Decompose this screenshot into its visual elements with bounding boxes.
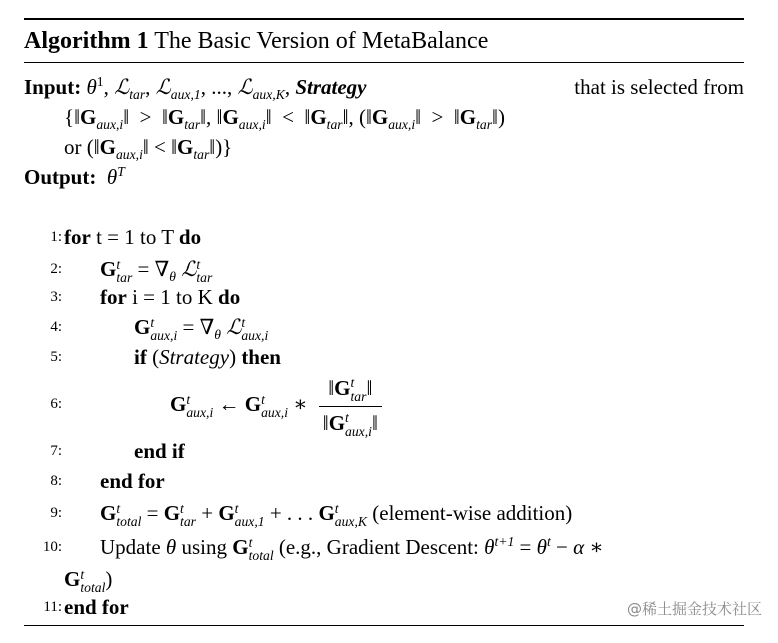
grad-tar-assign: G t tar = $\nabla_\theta$ ℒ t tar	[100, 256, 213, 286]
grad-aux-rescale: G t aux,i ← G t aux,i ∗ ‖G t tar ‖ ‖G t aux,i ‖	[170, 372, 382, 439]
input-label: Input:	[24, 75, 82, 99]
line-number: 8:	[50, 473, 62, 489]
algo-line-8	[24, 466, 744, 496]
rescale-fraction: ‖G t tar ‖ ‖G t aux,i ‖	[319, 374, 382, 439]
line-number: 5:	[50, 349, 62, 365]
keyword-for: for	[100, 285, 127, 309]
algo-line-3	[24, 282, 744, 312]
line-number: 7:	[50, 443, 62, 459]
bottom-rule	[24, 625, 744, 626]
strategy-options-line2: or ($‖G_{aux,i}‖$ < $‖G_{tar}‖$)}	[64, 135, 233, 163]
grad-total-sum: G t total = G t tar + G t aux,1 + . . . G t aux,K (element-wise addition)	[100, 500, 573, 530]
update-step-cont: G t total )	[64, 566, 113, 596]
keyword-do: do	[218, 285, 241, 309]
algo-line-2	[24, 254, 744, 284]
keyword-if: if	[134, 345, 147, 369]
update-word: Update	[100, 535, 161, 559]
loop-range-i: i = 1 to K	[132, 285, 213, 309]
keyword-for: for	[64, 225, 91, 249]
using-word: using	[181, 535, 227, 559]
selected-from-text: that is selected from	[574, 75, 744, 99]
line-number: 10:	[42, 539, 62, 555]
strategy-keyword: Strategy	[295, 75, 367, 99]
top-rule	[24, 18, 744, 20]
algorithm-label: Algorithm 1	[24, 28, 149, 54]
keyword-do: do	[178, 225, 202, 249]
algo-line-1	[24, 222, 744, 252]
gradient-descent-note: (e.g., Gradient Descent:	[278, 535, 479, 559]
elementwise-note: (element-wise addition)	[372, 501, 573, 525]
algo-line-10	[24, 532, 744, 562]
algo-line-5: 5: if (Strategy) then	[24, 342, 744, 372]
line-number: 3:	[50, 289, 62, 305]
line-number: 6:	[50, 396, 62, 412]
line-number: 2:	[50, 261, 62, 277]
update-step: Update θ using G t total (e.g., Gradient Descent: $\theta^{t+1} = \theta^t - \alpha$ ∗	[100, 534, 604, 564]
keyword-end-for: end for	[64, 595, 129, 619]
close-paren: )	[105, 567, 113, 591]
algo-line-7	[24, 436, 744, 466]
algo-line-9	[24, 498, 744, 528]
algo-line-4	[24, 312, 744, 342]
keyword-end-for: end for	[100, 469, 165, 493]
line-number: 9:	[50, 505, 62, 521]
header-rule	[24, 62, 744, 63]
input-block: Input: $\theta^1$, ℒ$_{tar}$, ℒ$_{aux,1}$, ..., ℒ$_{aux,K}$, Strategy that is selected from {$‖G_{aux,i}‖$ > $‖G_{tar}‖$, $‖G_{aux,i}‖$ < $‖G_{tar}‖$, ($‖G_{aux,i}‖$ > $‖G_{tar}‖$) or ($‖G_{aux,i}‖$ < $‖G_{tar}‖$)}	[24, 74, 744, 163]
strategy-options-line1: {$‖G_{aux,i}‖$ > $‖G_{tar}‖$, $‖G_{aux,i}‖$ < $‖G_{tar}‖$, ($‖G_{aux,i}‖$ > $‖G_{tar}‖$)	[64, 105, 505, 133]
grad-aux-assign: G t aux,i = $\nabla_\theta$ ℒ t aux,i	[134, 314, 269, 344]
algo-line-10-cont	[24, 564, 744, 594]
keyword-then: then	[241, 345, 281, 369]
algo-line-6	[24, 372, 744, 439]
loop-range-t: t = 1 to T	[96, 225, 174, 249]
line-number: 1:	[50, 229, 62, 245]
watermark: @稀土掘金技术社区	[626, 600, 762, 618]
algorithm-title	[24, 26, 488, 56]
line-number: 4:	[50, 319, 62, 335]
line-number: 11:	[43, 599, 62, 615]
strategy-condition: Strategy	[159, 345, 230, 369]
keyword-end-if: end if	[134, 439, 185, 463]
output-block: Output: $\theta^T$	[24, 164, 125, 189]
output-label: Output:	[24, 165, 97, 189]
algorithm-name: The Basic Version of MetaBalance	[154, 28, 489, 54]
